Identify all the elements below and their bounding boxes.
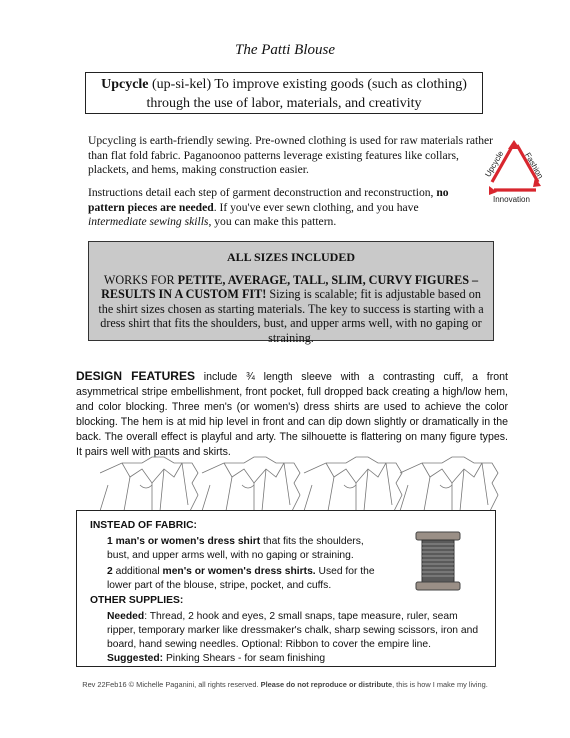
sizes-box xyxy=(88,241,494,345)
intro-text: Instructions detail each step of garment deconstruction and reconstruction, xyxy=(88,186,437,199)
definition-term: Upcycle xyxy=(101,77,149,92)
footer-bold: Please do not reproduce or distribute xyxy=(260,680,393,689)
needed-text: : Thread, 2 hook and eyes, 2 small snaps, tape measure, ruler, seam ripper, temporary marker like dressmaker's chalk, sharp sewing scissors, iron and board, hand sewing needles. Optional: Ribbon to cover the empire line. xyxy=(107,611,479,650)
item-text: additional xyxy=(112,566,163,577)
suggested-text: Pinking Shears - for seam finishing xyxy=(163,653,326,664)
page-title: The Patti Blouse xyxy=(235,42,335,58)
shirt-illustrations xyxy=(100,455,500,511)
instead-of-fabric-header: INSTEAD OF FABRIC: xyxy=(90,520,197,531)
item-number: 1 xyxy=(107,536,113,547)
item-text: that fits the shoulders, bust, and upper arms well, with no gaping or straining. xyxy=(107,536,364,561)
item-bold: men's or women's dress shirts. xyxy=(162,566,316,577)
design-features-body: include ¾ length sleeve with a contrasting cuff, a front asymmetrical stripe embellishment, front pocket, full dropped back creating a high/low hem, and color blocking. Three men's (or women's) dress shirts are used to achieve the color blocking. The hem is at mid hip level in front and can dip down slightly or dramatically in the back. The overall effect is playful and arty. The silhouette is flattering on many figure types. It pairs well with pants and skirts. xyxy=(76,371,508,458)
upcycle-logo xyxy=(480,137,550,217)
supplies-box xyxy=(76,510,496,667)
footer-text: , this is how I make my living. xyxy=(392,680,488,689)
sizes-body: Sizing is scalable; fit is adjustable based on the shirt sizes chosen as starting materials. The key to success is starting with a dress shirt that fits the shoulders, bust, and upper arms well, with no gaping or straining. xyxy=(98,287,484,345)
sizes-lead: WORKS FOR xyxy=(103,272,178,287)
definition-text: (up-si-kel) To improve existing goods (such as clothing) xyxy=(148,77,467,92)
logo-label-fashion: Fashion xyxy=(523,151,546,181)
shirt-sketch-4 xyxy=(400,457,498,511)
other-supplies-header: OTHER SUPPLIES: xyxy=(90,595,184,606)
shirt-sketch-2 xyxy=(202,457,300,511)
footer xyxy=(0,680,570,689)
item-text: Used for the lower part of the blouse, stripe, pocket, and cuffs. xyxy=(107,566,375,591)
intro-text: , you can make this pattern. xyxy=(208,215,337,228)
intro-text: . If you've ever sewn clothing, and you have xyxy=(213,200,419,214)
needed-supplies xyxy=(107,610,487,666)
definition-text-2: through the use of labor, materials, and creativity xyxy=(146,96,422,111)
item-bold: man's or women's dress shirt xyxy=(115,536,261,547)
shirt-sketch-3 xyxy=(304,457,402,511)
definition-box xyxy=(85,72,483,114)
thread-spool-icon xyxy=(412,528,464,594)
design-features-heading: DESIGN FEATURES xyxy=(76,369,195,383)
intro-paragraph-2 xyxy=(88,186,466,230)
suggested-label: Suggested: xyxy=(107,653,164,664)
design-features xyxy=(76,369,508,460)
sizes-text xyxy=(89,273,493,346)
logo-label-upcycle: Upcycle xyxy=(483,149,506,179)
recycle-triangle-icon xyxy=(480,137,550,217)
intro-italic: intermediate sewing skills xyxy=(88,215,209,228)
intro-paragraph-1: Upcycling is earth-friendly sewing. Pre-owned clothing is used for raw materials rather than flat fold fabric. Paganoonoo patterns leverage existing features like collars, plackets, and hems, making construction easier. xyxy=(88,134,494,176)
sizes-header: ALL SIZES INCLUDED xyxy=(226,250,356,264)
shirt-sketch-1 xyxy=(100,457,198,511)
shirt-sketches xyxy=(100,455,500,511)
supply-item-2 xyxy=(107,565,377,593)
needed-label: Needed xyxy=(107,611,145,622)
logo-label-innovation: Innovation xyxy=(493,195,530,204)
footer-text: Rev 22Feb16 © Michelle Paganini, all rights reserved. xyxy=(82,680,261,689)
sizes-figures: PETITE, AVERAGE, TALL, SLIM, CURVY FIGURES – RESULTS IN A CUSTOM FIT! xyxy=(101,272,479,301)
intro-bold: no pattern pieces are needed xyxy=(88,186,449,214)
supply-item-1 xyxy=(107,535,377,563)
item-number: 2 xyxy=(107,566,113,577)
